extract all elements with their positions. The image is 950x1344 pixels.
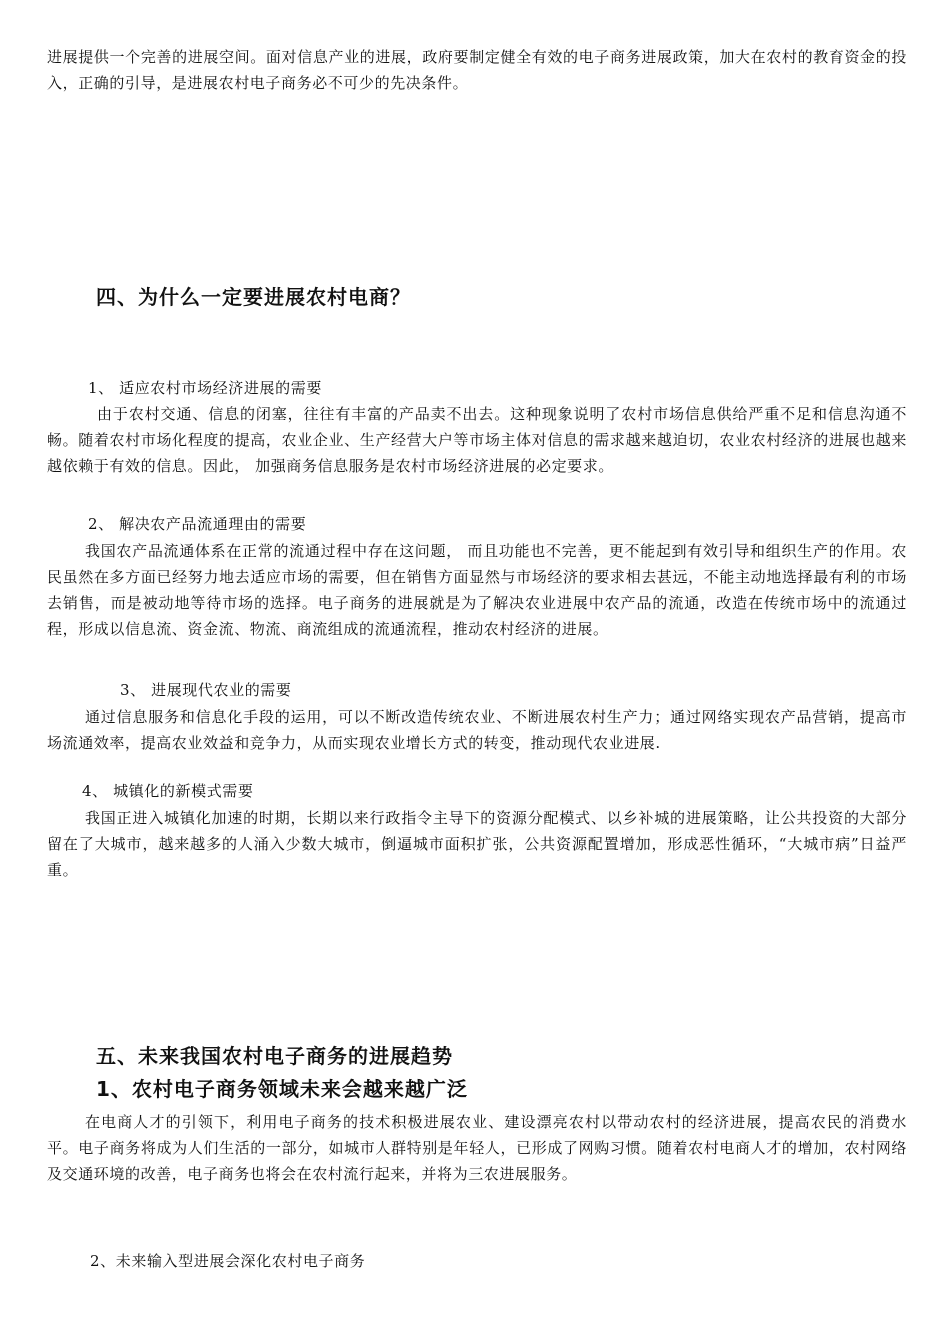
section-4-item-2-body: 我国农产品流通体系在正常的流通过程中存在这问题， 而且功能也不完善，更不能起到有效引导和组织生产的作用。农民虽然在多方面已经努力地去适应市场的需要，但在销售方面显然与市场经济的要求相去甚远，不能主动地选择最有利的市场去销售，而是被动地等待市场的选择。电子商务的进展就是为了解决农业进展中农产品的流通，改造在传统市场中的流通过程，形成以信息流、资金流、物流、商流组成的流通流程，推动农村经济的进展。: [47, 542, 907, 638]
intro-paragraph: 进展提供一个完善的进展空间。面对信息产业的进展，政府要制定健全有效的电子商务进展政策，加大在农村的教育资金的投入，正确的引导，是进展农村电子商务必不可少的先决条件。: [47, 48, 907, 92]
section-4-item-3-body: 通过信息服务和信息化手段的运用，可以不断改造传统农业、不断进展农村生产力；通过网络实现农产品营销，提高市场流通效率，提高农业效益和竞争力，从而实现农业增长方式的转变，推动现代农业进展.: [47, 708, 907, 752]
section-4-heading: 四、为什么一定要进展农村电商？: [96, 285, 411, 309]
section-5-sub-1-heading: 1、农村电子商务领域未来会越来越广泛: [96, 1077, 468, 1101]
section-5-sub-2-heading: 2、未来输入型进展会深化农村电子商务: [90, 1252, 366, 1270]
section-4-item-4-label: 4、 城镇化的新模式需要: [82, 782, 254, 800]
section-5-heading: 五、未来我国农村电子商务的进展趋势: [96, 1044, 453, 1068]
section-5-sub-1-body: 在电商人才的引领下，利用电子商务的技术积极进展农业、建设漂亮农村以带动农村的经济进展，提高农民的消费水平。电子商务将成为人们生活的一部分，如城市人群特别是年轻人，已形成了网购习惯。随着农村电商人才的增加，农村网络及交通环境的改善，电子商务也将会在农村流行起来，并将为三农进展服务。: [47, 1113, 907, 1183]
section-4-item-2-label: 2、 解决农产品流通理由的需要: [88, 515, 307, 533]
section-4-item-1-label: 1、 适应农村市场经济进展的需要: [88, 379, 322, 397]
section-4-item-3-label: 3、 进展现代农业的需要: [120, 681, 292, 699]
section-4-item-1-body: 由于农村交通、信息的闭塞，往往有丰富的产品卖不出去。这种现象说明了农村市场信息供给严重不足和信息沟通不畅。随着农村市场化程度的提高，农业企业、生产经营大户等市场主体对信息的需求越来越迫切，农业农村经济的进展也越来越依赖于有效的信息。因此， 加强商务信息服务是农村市场经济进展的必定要求。: [47, 405, 907, 475]
section-4-item-4-body: 我国正进入城镇化加速的时期，长期以来行政指令主导下的资源分配模式、以乡补城的进展策略，让公共投资的大部分留在了大城市，越来越多的人涌入少数大城市，倒逼城市面积扩张，公共资源配置增加，形成恶性循环，“大城市病”日益严重。: [47, 809, 907, 879]
